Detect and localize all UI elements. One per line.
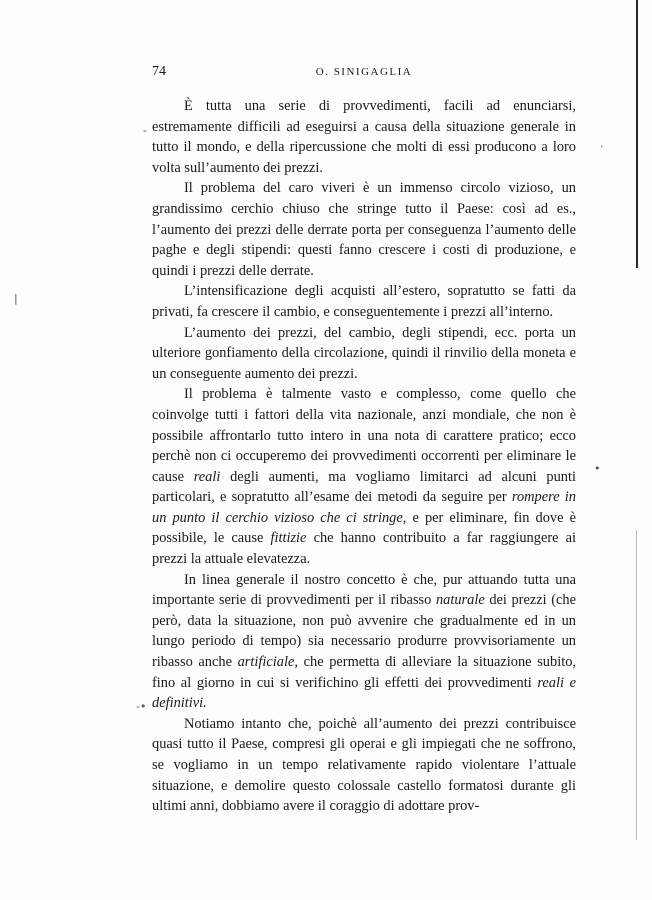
text-run: dei prezzi (che però, data la situazione, non può avvenire che gradualmente ed in un lungo periodo di tempo) sia necessario produrre provvisoriamente un ribasso anche <box>152 592 576 671</box>
text-run: e per eliminare, fin dove è possibile, le cause <box>152 509 576 547</box>
italic-text: artificiale, <box>237 654 298 671</box>
page-number: 74 <box>152 64 166 79</box>
text-run: L’intensificazione degli acquisti all’estero, sopratutto se fatti da privati, fa crescere il cambio, e conseguentemente i prezzi all’interno. <box>152 283 576 320</box>
paragraph <box>152 384 576 569</box>
italic-text: rompere in un punto il cerchio vizioso che ci stringe, <box>152 489 576 526</box>
text-run: Notiamo intanto che, poichè all’aumento dei prezzi contribuisce quasi tutto il Paese, compresi gli operai e gli impiegati che ne soffrono, se vogliamo in un tempo relativamente rapido violentare l’attuale situazione, e demolire questo colossale castello formatosi durante gli ultimi anni, dobbiamo avere il coraggio di adottare prov- <box>152 715 576 815</box>
paragraph <box>152 178 576 281</box>
text-run: che permetta di alleviare la situazione subito, fino al giorno in cui si verifichino gli effetti dei provvedimenti <box>152 654 576 691</box>
paragraph <box>152 96 576 178</box>
paragraph <box>152 570 576 714</box>
page-header <box>152 64 576 84</box>
text-run: È tutta una serie di provvedimenti, facili ad enunciarsi, estremamente difficili ad eseguirsi a causa della situazione generale in tutto il mondo, e della ripercussione che molti di essi producono a loro volta sull’aumento dei prezzi. <box>152 98 576 176</box>
body-text <box>152 96 576 817</box>
paragraph <box>152 714 576 817</box>
text-run: Il problema del caro viveri è un immenso circolo vizioso, un grandissimo cerchio chiuso che stringe tutto il Paese: così ad es., l’aumento dei prezzi delle derrate porta per conseguenza l’aumento delle paghe e degli stipendi: questi fanno crescere i costi di produzione, e quindi i prezzi delle derrate. <box>152 180 576 279</box>
text-run: che hanno contribuito a far raggiungere ai prezzi la attuale elevatezza. <box>152 530 577 568</box>
page-edge-line <box>636 0 638 268</box>
running-head: O. SINIGAGLIA <box>315 66 413 78</box>
margin-mark: · <box>600 140 604 153</box>
margin-mark: -• <box>136 700 147 713</box>
margin-mark: | <box>14 292 18 305</box>
paragraph <box>152 323 576 385</box>
italic-text: naturale <box>435 592 485 609</box>
italic-text: reali e definitivi. <box>152 674 576 712</box>
margin-mark: - <box>143 124 147 137</box>
text-run: degli aumenti, ma vogliamo limitarci ad alcuni punti particolari, e sopratutto all’esame dei metodi da seguire per <box>152 468 576 506</box>
page-edge-line-lower <box>636 530 637 840</box>
text-run: Il problema è talmente vasto e complesso, come quello che coinvolge tutti i fattori della vita nazionale, anzi mondiale, che non è possibile affrontarlo tutto intero in una nota di carattere pratico; ecco perchè non ci occuperemo dei provvedimenti occorrenti per eliminare le cause <box>152 386 576 485</box>
margin-mark: • <box>594 462 601 475</box>
text-run: L’aumento dei prezzi, del cambio, degli stipendi, ecc. porta un ulteriore gonfiamento della circolazione, quindi il rinvilio della moneta e un conseguente aumento dei prezzi. <box>152 324 576 382</box>
italic-text: fittizie <box>270 530 307 547</box>
text-run: In linea generale il nostro concetto è che, pur attuando tutta una importante serie di provvedimenti per il ribasso <box>152 571 576 609</box>
paragraph <box>152 281 576 322</box>
italic-text: reali <box>193 468 221 485</box>
